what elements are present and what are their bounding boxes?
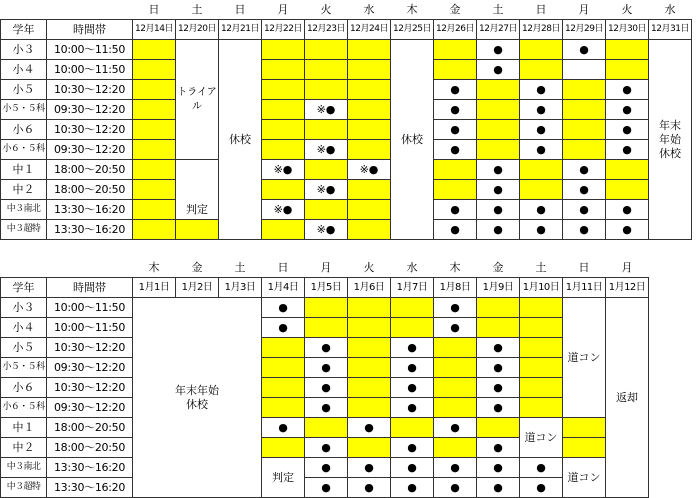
schedule-cell: ● [391, 438, 434, 458]
schedule-cell [477, 298, 520, 318]
new-year-closed-cell: 年末年始休校 [649, 40, 692, 240]
weekday: 金 [492, 261, 504, 274]
schedule-cell: ● [477, 458, 520, 478]
time-cell: 18:00～20:50 [47, 160, 133, 180]
schedule-cell: ● [391, 398, 434, 418]
schedule-cell: ● [477, 338, 520, 358]
weekday: 土 [492, 3, 504, 16]
table-row [1, 140, 692, 160]
schedule-cell [348, 120, 391, 140]
grade-cell: 小６ [1, 378, 47, 398]
schedule-cell [262, 120, 305, 140]
schedule-cell: ● [606, 200, 649, 220]
schedule-cell: ● [305, 398, 348, 418]
grade-header: 学年 [1, 278, 47, 298]
schedule-cell: ● [477, 378, 520, 398]
weekday: 月 [277, 3, 289, 16]
grade-cell: 小５ [1, 80, 47, 100]
schedule-cell: ● [563, 200, 606, 220]
schedule-cell: ● [391, 378, 434, 398]
schedule-cell: ● [305, 478, 348, 498]
weekday: 日 [535, 3, 547, 16]
weekday: 月 [320, 261, 332, 274]
schedule-cell [262, 438, 305, 458]
schedule-cell [606, 160, 649, 180]
schedule-cell [133, 40, 176, 60]
date-header: 1月3日 [219, 278, 262, 298]
schedule-cell [477, 318, 520, 338]
schedule-cell [305, 298, 348, 318]
date-header: 1月12日 [606, 278, 649, 298]
grade-cell: 小５・５科 [1, 100, 47, 120]
schedule-cell: ● [477, 478, 520, 498]
schedule-cell: ● [434, 220, 477, 240]
weekday: 日 [578, 261, 590, 274]
schedule-cell: ● [520, 100, 563, 120]
schedule-cell [133, 120, 176, 140]
schedule-cell [262, 358, 305, 378]
schedule-cell: ● [477, 160, 520, 180]
schedule-cell [434, 180, 477, 200]
december-schedule-table [0, 0, 692, 240]
judge-cell: 判定 [262, 458, 305, 498]
time-cell: 10:00～11:50 [47, 298, 133, 318]
schedule-cell: ● [391, 358, 434, 378]
weekday: 土 [535, 261, 547, 274]
schedule-cell: ● [477, 180, 520, 200]
table-row [1, 358, 649, 378]
table-row [1, 60, 692, 80]
schedule-cell [348, 398, 391, 418]
schedule-cell [520, 378, 563, 398]
weekday: 日 [234, 3, 246, 16]
table-row [1, 318, 649, 338]
time-cell: 09:30～12:20 [47, 398, 133, 418]
schedule-cell: ● [391, 478, 434, 498]
schedule-cell [348, 140, 391, 160]
schedule-cell: ● [434, 100, 477, 120]
schedule-cell: ● [520, 220, 563, 240]
schedule-cell: ● [606, 220, 649, 240]
schedule-cell: ● [520, 200, 563, 220]
time-cell: 10:30～12:20 [47, 120, 133, 140]
schedule-cell: ● [262, 298, 305, 318]
schedule-cell: ● [434, 298, 477, 318]
schedule-cell [520, 40, 563, 60]
time-cell: 09:30～12:20 [47, 100, 133, 120]
grade-cell: 小６・５科 [1, 398, 47, 418]
schedule-cell [348, 298, 391, 318]
schedule-cell: ● [563, 180, 606, 200]
schedule-cell: ● [477, 398, 520, 418]
schedule-cell [262, 100, 305, 120]
schedule-cell: ● [563, 220, 606, 240]
schedule-cell [348, 200, 391, 220]
schedule-cell: ● [520, 140, 563, 160]
dokon-cell: 道コン [563, 458, 606, 498]
schedule-cell [606, 40, 649, 60]
date-header: 1月8日 [434, 278, 477, 298]
weekday: 水 [363, 3, 375, 16]
table-row [1, 338, 649, 358]
schedule-cell: ● [606, 140, 649, 160]
schedule-cell: ● [434, 458, 477, 478]
time-cell: 10:30～12:20 [47, 338, 133, 358]
table-row [1, 298, 649, 318]
schedule-cell: ● [520, 478, 563, 498]
weekday: 火 [363, 261, 375, 274]
time-cell: 18:00～20:50 [47, 418, 133, 438]
weekday: 金 [449, 3, 461, 16]
grade-cell: 中３超特 [1, 220, 47, 240]
schedule-cell [520, 318, 563, 338]
weekday: 土 [191, 3, 203, 16]
schedule-cell: ※● [305, 220, 348, 240]
schedule-cell [434, 378, 477, 398]
table-row [1, 378, 649, 398]
schedule-cell: ● [520, 80, 563, 100]
table-row [1, 180, 692, 200]
schedule-cell [262, 378, 305, 398]
grade-cell: 中２ [1, 180, 47, 200]
grade-cell: 小６ [1, 120, 47, 140]
schedule-cell [262, 180, 305, 200]
schedule-cell [520, 338, 563, 358]
schedule-cell [133, 60, 176, 80]
schedule-cell [305, 40, 348, 60]
date-header: 12月29日 [563, 20, 606, 40]
schedule-cell [348, 40, 391, 60]
table-row [1, 418, 649, 438]
weekday: 月 [578, 3, 590, 16]
table-row [1, 160, 692, 180]
time-cell: 13:30～16:20 [47, 478, 133, 498]
time-cell: 10:00～11:50 [47, 318, 133, 338]
date-header: 12月28日 [520, 20, 563, 40]
date-header: 1月2日 [176, 278, 219, 298]
schedule-cell: ● [563, 40, 606, 60]
schedule-cell [133, 80, 176, 100]
schedule-cell [305, 200, 348, 220]
schedule-cell: ● [305, 458, 348, 478]
schedule-cell [391, 298, 434, 318]
dokon-cell: 道コン [520, 418, 563, 458]
schedule-cell: ● [477, 358, 520, 378]
date-header: 1月1日 [133, 278, 176, 298]
schedule-cell [348, 358, 391, 378]
schedule-cell [348, 180, 391, 200]
grade-cell: 中１ [1, 418, 47, 438]
schedule-cell: ※● [348, 160, 391, 180]
grade-cell: 中１ [1, 160, 47, 180]
schedule-cell: ● [348, 418, 391, 438]
date-header: 1月5日 [305, 278, 348, 298]
schedule-cell [520, 358, 563, 378]
weekday: 水 [664, 3, 676, 16]
date-header: 12月23日 [305, 20, 348, 40]
schedule-cell: ● [606, 120, 649, 140]
schedule-cell [133, 220, 176, 240]
schedule-cell [133, 200, 176, 220]
schedule-cell [563, 80, 606, 100]
header-row [1, 278, 649, 298]
schedule-cell: ● [305, 338, 348, 358]
schedule-cell [305, 160, 348, 180]
schedule-cell: ● [477, 40, 520, 60]
schedule-cell [348, 318, 391, 338]
table-row [1, 200, 692, 220]
schedule-cell: ● [262, 318, 305, 338]
date-header: 12月20日 [176, 20, 219, 40]
date-header: 1月6日 [348, 278, 391, 298]
new-year-closed-cell: 年末年始休校 [133, 298, 262, 498]
date-header: 12月21日 [219, 20, 262, 40]
time-cell: 13:30～16:20 [47, 200, 133, 220]
weekday: 日 [277, 261, 289, 274]
schedule-cell [262, 220, 305, 240]
january-schedule-table [0, 258, 649, 498]
date-header: 1月10日 [520, 278, 563, 298]
table-row [1, 80, 692, 100]
schedule-cell [133, 160, 176, 180]
schedule-cell [348, 220, 391, 240]
schedule-cell: ● [434, 120, 477, 140]
schedule-cell [520, 60, 563, 80]
schedule-cell: ● [563, 160, 606, 180]
schedule-cell [477, 80, 520, 100]
schedule-cell: ※● [305, 180, 348, 200]
schedule-cell: ● [305, 438, 348, 458]
grade-cell: 中２ [1, 438, 47, 458]
schedule-cell [434, 338, 477, 358]
schedule-cell [305, 418, 348, 438]
table-row [1, 398, 649, 418]
henkyaku-cell: 返却 [606, 298, 649, 498]
schedule-cell: ● [391, 338, 434, 358]
schedule-cell [176, 220, 219, 240]
schedule-cell: ● [434, 140, 477, 160]
schedule-cell [348, 100, 391, 120]
schedule-cell [477, 140, 520, 160]
schedule-cell [520, 398, 563, 418]
table-row [1, 478, 649, 498]
schedule-cell: ● [520, 120, 563, 140]
grade-cell: 中３超特 [1, 478, 47, 498]
grade-cell: 小３ [1, 298, 47, 318]
schedule-cell [477, 120, 520, 140]
schedule-cell [305, 80, 348, 100]
schedule-cell [606, 180, 649, 200]
schedule-cell: ※● [262, 160, 305, 180]
weekday: 火 [621, 3, 633, 16]
schedule-cell [262, 338, 305, 358]
time-cell: 10:30～12:20 [47, 80, 133, 100]
grade-cell: 小３ [1, 40, 47, 60]
schedule-cell: ● [520, 458, 563, 478]
time-cell: 13:30～16:20 [47, 220, 133, 240]
date-header: 12月26日 [434, 20, 477, 40]
schedule-cell: ● [606, 80, 649, 100]
schedule-cell: ● [305, 358, 348, 378]
schedule-cell [563, 100, 606, 120]
schedule-cell: ● [348, 458, 391, 478]
schedule-cell [348, 438, 391, 458]
schedule-cell [391, 418, 434, 438]
grade-cell: 中３南北 [1, 200, 47, 220]
time-header: 時間帯 [47, 20, 133, 40]
grade-cell: 小４ [1, 60, 47, 80]
schedule-cell [434, 358, 477, 378]
grade-cell: 小６・５科 [1, 140, 47, 160]
schedule-cell [348, 80, 391, 100]
schedule-cell: ● [434, 318, 477, 338]
time-cell: 10:00～11:50 [47, 40, 133, 60]
table-row [1, 458, 649, 478]
dokon-cell: 道コン [563, 298, 606, 418]
schedule-cell [262, 80, 305, 100]
schedule-cell [305, 60, 348, 80]
schedule-cell: ● [391, 458, 434, 478]
weekday: 金 [191, 261, 203, 274]
schedule-cell [262, 398, 305, 418]
weekday: 水 [406, 261, 418, 274]
schedule-cell [563, 140, 606, 160]
grade-header: 学年 [1, 20, 47, 40]
schedule-cell [434, 438, 477, 458]
date-header: 12月30日 [606, 20, 649, 40]
time-cell: 18:00～20:50 [47, 438, 133, 458]
date-header: 12月22日 [262, 20, 305, 40]
date-header: 1月11日 [563, 278, 606, 298]
closed-cell: 休校 [391, 40, 434, 240]
schedule-cell [563, 438, 606, 458]
schedule-cell [133, 180, 176, 200]
schedule-cell [520, 180, 563, 200]
table-row [1, 100, 692, 120]
schedule-cell: ● [305, 378, 348, 398]
schedule-cell [262, 60, 305, 80]
weekday: 日 [148, 3, 160, 16]
schedule-cell [520, 160, 563, 180]
schedule-cell: ※● [305, 100, 348, 120]
time-cell: 13:30～16:20 [47, 458, 133, 478]
weekday: 木 [148, 261, 160, 274]
schedule-cell [434, 398, 477, 418]
schedule-cell [133, 100, 176, 120]
schedule-cell: ● [348, 478, 391, 498]
time-header: 時間帯 [47, 278, 133, 298]
weekday: 月 [621, 261, 633, 274]
schedule-cell: ● [477, 220, 520, 240]
schedule-cell [133, 140, 176, 160]
schedule-cell [305, 318, 348, 338]
schedule-cell [477, 100, 520, 120]
schedule-cell [477, 418, 520, 438]
schedule-cell: ● [477, 60, 520, 80]
schedule-cell: ※● [262, 200, 305, 220]
grade-cell: 小５ [1, 338, 47, 358]
weekday: 火 [320, 3, 332, 16]
weekday: 木 [449, 261, 461, 274]
schedule-cell [348, 60, 391, 80]
date-header: 12月27日 [477, 20, 520, 40]
schedule-cell [262, 40, 305, 60]
trial-cell: トライアル [176, 40, 219, 160]
weekday: 土 [234, 261, 246, 274]
schedule-cell: ● [477, 438, 520, 458]
weekday-row [1, 0, 692, 20]
schedule-cell [434, 40, 477, 60]
time-cell: 09:30～12:20 [47, 358, 133, 378]
date-header: 1月4日 [262, 278, 305, 298]
schedule-cell [563, 60, 606, 80]
schedule-cell: ● [606, 100, 649, 120]
date-header: 12月31日 [649, 20, 692, 40]
schedule-cell [348, 378, 391, 398]
grade-cell: 小５・５科 [1, 358, 47, 378]
date-header: 12月14日 [133, 20, 176, 40]
schedule-cell [305, 120, 348, 140]
date-header: 1月7日 [391, 278, 434, 298]
schedule-cell: ● [434, 418, 477, 438]
weekday-row [1, 258, 649, 278]
schedule-cell [563, 418, 606, 438]
schedule-cell [606, 60, 649, 80]
closed-cell: 休校 [219, 40, 262, 240]
weekday: 木 [406, 3, 418, 16]
schedule-cell [563, 120, 606, 140]
schedule-cell [520, 298, 563, 318]
grade-cell: 小４ [1, 318, 47, 338]
judge-cell: 判定 [176, 160, 219, 220]
time-cell: 09:30～12:20 [47, 140, 133, 160]
header-row [1, 20, 692, 40]
schedule-cell: ● [434, 200, 477, 220]
date-header: 12月25日 [391, 20, 434, 40]
schedule-cell: ● [262, 418, 305, 438]
schedule-cell: ● [434, 478, 477, 498]
schedule-cell [348, 338, 391, 358]
time-cell: 18:00～20:50 [47, 180, 133, 200]
table-row [1, 220, 692, 240]
schedule-cell: ※● [305, 140, 348, 160]
date-header: 1月9日 [477, 278, 520, 298]
table-row [1, 40, 692, 60]
schedule-cell: ● [434, 80, 477, 100]
time-cell: 10:30～12:20 [47, 378, 133, 398]
grade-cell: 中３南北 [1, 458, 47, 478]
time-cell: 10:00～11:50 [47, 60, 133, 80]
schedule-cell [434, 60, 477, 80]
date-header: 12月24日 [348, 20, 391, 40]
schedule-cell: ● [477, 200, 520, 220]
schedule-cell [434, 160, 477, 180]
schedule-cell [262, 140, 305, 160]
table-row [1, 120, 692, 140]
schedule-cell [391, 318, 434, 338]
